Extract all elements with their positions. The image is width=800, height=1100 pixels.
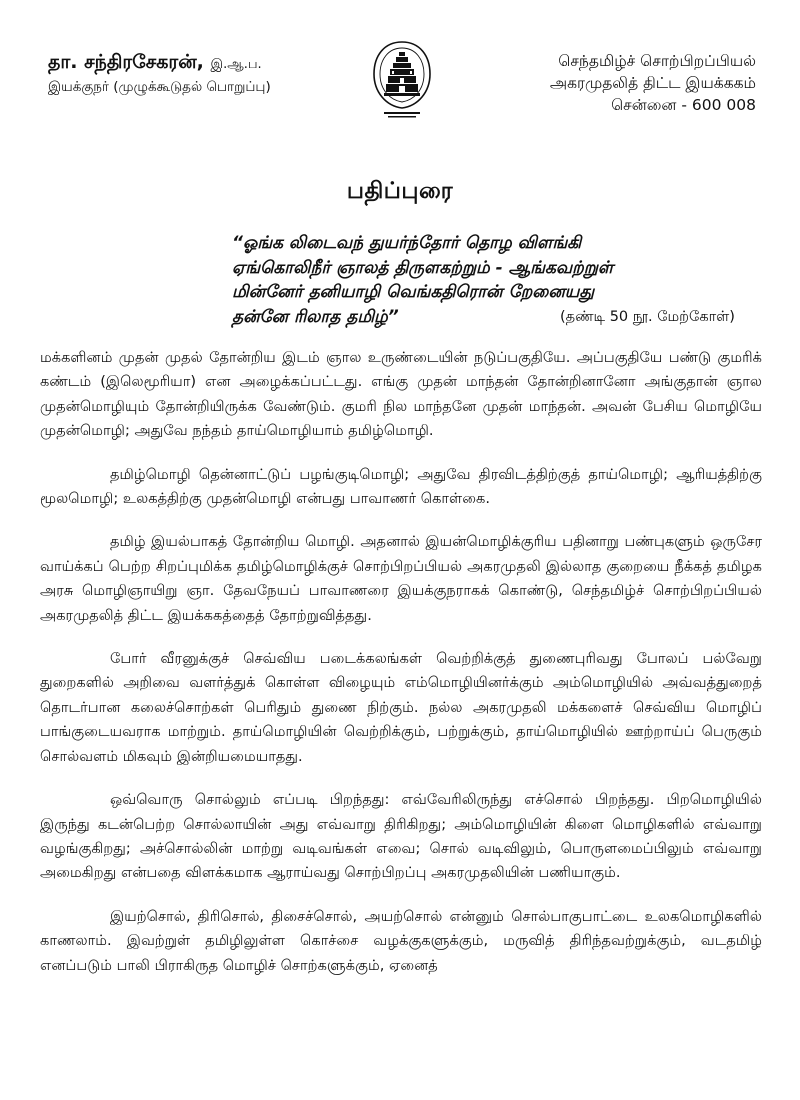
department-line-2: அகரமுதலித் திட்ட இயக்ககம் (549, 74, 756, 92)
page-title: பதிப்புரை (346, 178, 454, 204)
paragraph: ஒவ்வொரு சொல்லும் எப்படி பிறந்தது: எவ்வேரிலிருந்து எச்சொல் பிறந்தது. பிறமொழியில் இருந்து கடன்பெற்ற சொல்லாயின் அது எவ்வாறு திரிகிறது; அம்மொழியின் கிளை மொழிகளில் எவ்வாறு வழங்குகிறது; அச்சொல்லின் மாற்று வடிவங்கள் எவை; சொல் வடிவிலும், பொருளமைப்பிலும் எவ்வாறு அமைகிறது என்பதை விளக்கமாக ஆராய்வது சொற்பிறப்பு அகரமுதலியின் பணியாகும். (40, 791, 762, 882)
paragraph: போர் வீரனுக்குச் செவ்விய படைக்கலங்கள் வெற்றிக்குத் துணைபுரிவது போலப் பல்வேறு துறைகளில் அறிவை வளர்த்துக் கொள்ள விழையும் எம்மொழியினர்க்கும் அம்மொழியில் அவ்வத்துறைத் தொடர்பான கலைச்சொற்கள் பெரிதும் துணை நிற்கும். நல்ல அகரமுதலி மக்களைச் செவ்விய மொழிப் பாங்குடையவராக மாற்றும். தாய்மொழியின் வெற்றிக்கும், பற்றுக்கும், தாய்மொழியில் ஊற்றாய்ப் பெருகும் சொல்வளம் மிகவும் இன்றியமையாதது. (40, 650, 762, 765)
paragraph: தமிழ்மொழி தென்னாட்டுப் பழங்குடிமொழி; அதுவே திரவிடத்திற்குத் தாய்மொழி; ஆரியத்திற்கு மூலமொழி; உலகத்திற்கு முதன்மொழி என்பது பாவாணர் கொள்கை. (40, 465, 762, 508)
paragraph: தமிழ் இயல்பாகத் தோன்றிய மொழி. அதனால் இயன்மொழிக்குரிய பதினாறு பண்புகளும் ஒருசேர வாய்க்கப் பெற்ற சிறப்புமிக்க தமிழ்மொழிக்குச் சொற்பிறப்பியல் அகரமுதலி இல்லாத குறையை நீக்கத் தமிழக அரசு மொழிஞாயிறு ஞா. தேவநேயப் பாவாணரை இயக்குநராகக் கொண்டு, செந்தமிழ்ச் சொற்பிறப்பியல் அகரமுதலித் திட்ட இயக்ககத்தைத் தோற்றுவித்தது. (40, 533, 762, 624)
director-name: தா. சந்திரசேகரன், (48, 51, 204, 73)
letterhead-right (456, 50, 756, 116)
paragraph: இயற்சொல், திரிசொல், திசைச்சொல், அயற்சொல் என்னும் சொல்பாகுபாட்டை உலகமொழிகளில் காணலாம். இவற்றுள் தமிழிலுள்ள கொச்சை வழக்குகளுக்கும், மருவித் திரிந்தவற்றுக்கும், வடதமிழ் எனப்படும் பாலி பிராகிருத மொழிச் சொற்களுக்கும், ஏனைத் (40, 907, 762, 974)
verse-line: ஏங்கொலிநீர் ஞாலத் திருளகற்றும் - ஆங்கவற்றுள் (232, 257, 614, 278)
verse-line: தன்னே ரிலாத தமிழ்” (232, 306, 399, 327)
director-qualification: இ.ஆ.ப. (210, 57, 262, 72)
department-line-1: செந்தமிழ்ச் சொற்பிறப்பியல் (558, 52, 756, 70)
director-name-line (48, 50, 348, 77)
paragraph: மக்களினம் முதன் முதல் தோன்றிய இடம் ஞால உருண்டையின் நடுப்பகுதியே. அப்பகுதியே பண்டு குமரிக் கண்டம் (இலெமூரியா) என அழைக்கப்பட்டது. எங்கு முதன் மாந்தன் தோன்றினானோ அங்குதான் ஞால முதன்மொழியும் தோன்றியிருக்க வேண்டும். குமரி நில மாந்தனே முதன் மாந்தன். அவன் பேசிய மொழியே முதன்மொழி; அதுவே நந்தம் தாய்மொழியாம் தமிழ்மொழி. (40, 349, 762, 440)
government-emblem-icon (370, 38, 434, 124)
department-address: சென்னை - 600 008 (611, 96, 756, 114)
letterhead-left (48, 50, 348, 97)
body-text (40, 346, 762, 997)
verse-line: “ஓங்க லிடைவந் துயர்ந்தோர் தொழ விளங்கி (232, 233, 582, 253)
verse-source: (தண்டி 50 நூ. மேற்கோள்) (560, 309, 735, 325)
director-role: இயக்குநர் (முழுக்கூடுதல் பொறுப்பு) (48, 79, 271, 95)
verse-line: மின்னேர் தனியாழி வெங்கதிரொன் றேனையது (232, 282, 595, 302)
